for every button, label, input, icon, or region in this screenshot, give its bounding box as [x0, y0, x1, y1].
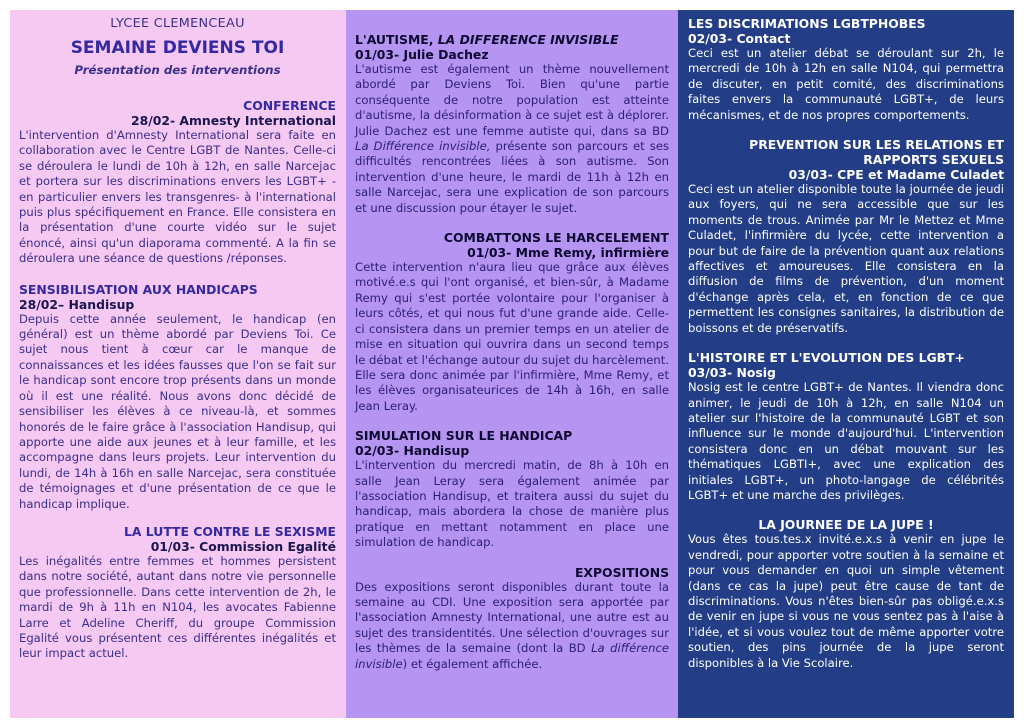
section-body: Cette intervention n'aura lieu que grâce aux élèves motivé.e.s qui l'ont organisé, et bien-sûr, à Madame Remy qui s'est portée volontaire pour l'organiser à leurs côtés, et qui nous fut d'une grande aide. Celle-ci consistera dans un premier temps en un atelier de mise en situation qui ouvrira dans un second temps le débat et l'échange autour du sujet du harcèlement. Elle sera donc animée par l'infirmière, Mme Remy, et les élèves organisateurices de 14h à 16h, en salle Jean Leray. [355, 260, 669, 413]
heading-part-italic: LA DIFFERENCE INVISIBLE [437, 32, 619, 47]
section-subheading: 01/03- Julie Dachez [355, 47, 489, 62]
body-part: L'autisme est également un thème nouvellement abordé par Deviens Toi. Bien qu'une partie conséquente de notre population est atteinte d'autisme, la désinformation à ce sujet est à déplorer. Julie Dachez est une femme autiste qui, dans sa BD [355, 62, 669, 138]
book-title: La Différence invisible, [355, 139, 491, 154]
section-subheading: 03/03- CPE et Madame Culadet [788, 167, 1004, 183]
body-part: Des expositions seront disponibles durant toute la semaine au CDI. Une exposition sera apportée par l'association Amnesty International, une autre est au sujet des transidentités. Une sélection d'ouvrages sur les thèmes de la semaine (dont la BD [355, 579, 669, 656]
body-part: ) et également affichée. [402, 656, 543, 671]
section-heading: SIMULATION SUR LE HANDICAP [355, 428, 573, 444]
section-body [355, 62, 669, 216]
section-subheading: 01/03- Commission Egalité [150, 538, 336, 554]
section-heading: LA JOURNEE DE LA JUPE ! [758, 517, 934, 533]
section-heading: LES DISCRIMATIONS LGBTPHOBES [688, 16, 926, 31]
column-right [678, 10, 1014, 718]
section-autisme [355, 32, 669, 216]
section-subheading: 01/03- Mme Remy, infirmière [467, 245, 669, 261]
body-part: présente son parcours et ses difficultés rencontrées liées à son autisme. Son intervention d'une heure, le mardi de 11h à 12h en salle Narcejac, sera une explication de son parcours et une discussion pour étayer le sujet. [355, 139, 669, 215]
section-subheading: 03/03- Nosig [688, 365, 776, 381]
section-sexisme [19, 524, 336, 662]
section-discriminations [688, 16, 1004, 123]
section-heading: CONFERENCE [243, 98, 336, 113]
section-heading: EXPOSITIONS [574, 564, 669, 580]
section-subheading: 28/02- Amnesty International [130, 113, 336, 128]
section-subheading: 02/03- Handisup [355, 443, 470, 459]
section-expositions [355, 565, 669, 672]
section-heading: SENSIBILISATION AUX HANDICAPS [19, 281, 258, 297]
section-heading: PREVENTION SUR LES RELATIONS ET RAPPORTS SEXUELS [749, 137, 1004, 168]
section-conference [19, 98, 336, 267]
column-middle [346, 10, 678, 718]
section-histoire [688, 350, 1004, 503]
section-harcelement [355, 230, 669, 414]
page-title: SEMAINE DEVIENS TOI [70, 38, 285, 58]
section-body [355, 580, 669, 672]
section-body: Depuis cette année seulement, le handicap (en général) est un thème abordé par Deviens Toi. Ce sujet nous tient à cœur car le manque de connaissances et les idées fausses que l'on se fait sur le handicap sont encore trop présents dans un monde où il est une réalité. Nous avons donc décidé de sensibiliser les élèves à ce niveau-là, et sommes honorés de le faire grâce à l'association Handisup, qui apporte une aide aux jeunes et à leur famille, et les accompagne dans leurs projets. Leur intervention du lundi, de 14h à 16h en salle Narcejac, sera constituée de témoignages et d'une présentation de ce que le handicap implique. [19, 311, 336, 511]
section-body: L'intervention d'Amnesty International sera faite en collaboration avec le Centre LGBT de Nantes. Celle-ci se déroulera le lundi de 10h à 12h, en salle Narcejac et portera sur les discriminations envers les LGBT+ -en particulier envers les transgenres- à l'international puis plus spécifiquement en France. Elle consistera en la présentation d'une courte vidéo sur le sujet énoncé, ainsi qu'un diaporama commenté. A la fin se déroulera une séance de questions /réponses. [19, 128, 336, 266]
section-body: Ceci est un atelier disponible toute la journée de jeudi aux foyers, qui ne sera accessible que sur les moments de trous. Animée par Mr le Mettez et Mme Culadet, l'infirmière du lycée, cette intervention a pour but de faire de la prévention quant aux relations affectives et amoureuses. Elle consistera en la diffusion de films de prévention, d'un moment d'échange après cela, et, en fonction de ce que permettent les consignes sanitaires, la distribution de boissons et de préservatifs. [688, 182, 1004, 335]
book-title: La différence invisible [355, 641, 669, 671]
section-handicaps [19, 282, 336, 512]
school-name: LYCEE CLEMENCEAU [110, 16, 245, 31]
section-heading: COMBATTONS LE HARCELEMENT [443, 230, 669, 246]
section-body: Les inégalités entre femmes et hommes persistent dans notre société, autant dans notre vie personnelle que professionnelle. Dans cette intervention de 2h, le mardi de 9h à 11h en N104, les avocates Fabienne Larre et Adeline Cheriff, du groupe Commission Egalité vous présentent ces différentes inégalités et leur impact actuel. [19, 553, 336, 661]
section-body: L'intervention du mercredi matin, de 8h à 10h en salle Jean Leray sera également animée par l'association Handisup, et traitera aussi du sujet du handicap, mais abordera la chose de manière plus pratique en mettant notamment en place une simulation de handicap. [355, 458, 669, 550]
section-body: Nosig est le centre LGBT+ de Nantes. Il viendra donc animer, le jeudi de 10h à 12h, en salle N104 un atelier sur l'histoire de la communauté LGBT et son influence sur le monde d'aujourd'hui. L'intervention consistera donc en un débat mouvant sur les thématiques LGBTI+, avec une explication des initiales LGBT+, un photo-langage de célébrités LGBT+ et une marche des privilèges. [688, 380, 1004, 502]
section-body: Vous êtes tous.tes.x invité.e.x.s à venir en jupe le vendredi, pour apporter votre soutien à la semaine et pour vous demander en quoi un simple vêtement (dans ce cas la jupe) peut être cause de tant de discriminations. Vous n'êtes bien-sûr pas obligé.e.x.s de venir en jupe si vous ne vous sentez pas à l'aise à l'idée, et si vous voulez tout de même apporter votre soutien, des pins journée de la jupe seront disponibles à la Vie Scolaire. [688, 532, 1004, 670]
section-simulation [355, 428, 669, 550]
heading-part: L'AUTISME, [355, 32, 438, 47]
page-subtitle: Présentation des interventions [74, 63, 281, 77]
section-heading: L'HISTOIRE ET L'EVOLUTION DES LGBT+ [688, 350, 965, 366]
section-prevention [688, 137, 1004, 336]
section-subheading: 28/02– Handisup [19, 296, 135, 312]
section-heading: LA LUTTE CONTRE LE SEXISME [124, 523, 336, 539]
section-body: Ceci est un atelier débat se déroulant sur 2h, le mercredi de 10h à 12h en salle N104, qui permettra de discuter, en petit comité, des discriminations faites envers la communauté LGBT+, de leurs mécanismes, et de nos propres comportements. [688, 46, 1004, 122]
section-jupe [688, 517, 1004, 671]
column-left [10, 10, 346, 718]
section-subheading: 02/03- Contact [688, 31, 791, 46]
section-heading [355, 32, 669, 47]
